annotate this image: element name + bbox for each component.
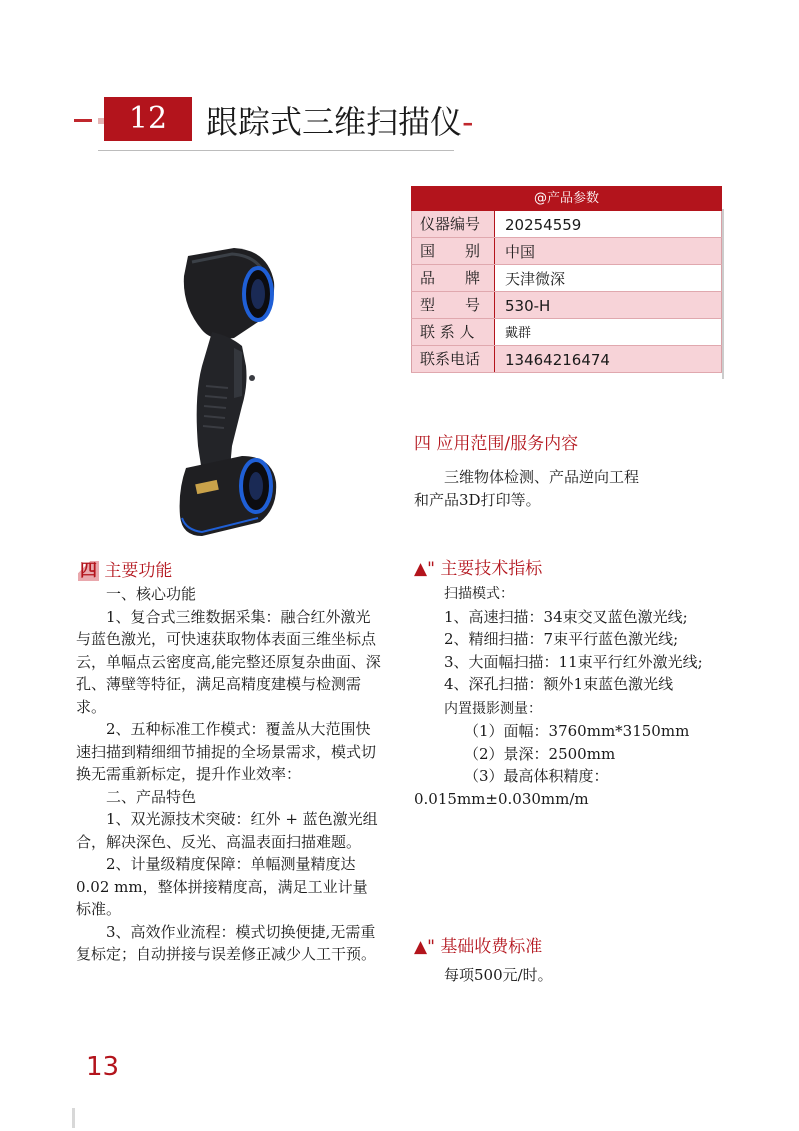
tech-specs-heading bbox=[414, 554, 542, 579]
fees-line: 每项500元/时。 bbox=[444, 966, 553, 984]
spec-value: 中国 bbox=[495, 238, 722, 264]
fees-text bbox=[414, 964, 716, 987]
spec-row-phone bbox=[411, 346, 722, 373]
scope-heading-text: 应用范围/服务内容 bbox=[436, 434, 579, 454]
functions-mark: 四 bbox=[80, 561, 97, 581]
functions-paragraph: 二、产品特色 bbox=[106, 787, 197, 806]
spec-label: 联 系 人 bbox=[411, 319, 495, 345]
spec-table-heading: @产品参数 bbox=[411, 186, 722, 211]
spec-label: 联系电话 bbox=[411, 346, 495, 372]
functions-paragraph: 2、五种标准工作模式：覆盖从大范围快速扫描到精细细节捕捉的全场景需求，模式切换无需重新标定，提升作业效率： bbox=[76, 720, 377, 783]
fees-mark: ▲" bbox=[414, 937, 435, 957]
functions-text bbox=[76, 583, 382, 966]
functions-paragraph: 2、计量级精度保障：单幅测量精度达 0.02 mm，整体拼接精度高，满足工业计量标准。 bbox=[76, 855, 368, 918]
functions-paragraph: 一、核心功能 bbox=[106, 585, 197, 603]
photogrammetry-label: 内置摄影测量： bbox=[444, 700, 542, 717]
scope-mark: 四 bbox=[414, 434, 431, 454]
spec-row-brand bbox=[411, 265, 722, 292]
table-shadow bbox=[722, 209, 724, 379]
scan-modes-label: 扫描模式： bbox=[444, 586, 514, 602]
scope-line: 三维物体检测、产品逆向工程 bbox=[444, 468, 640, 486]
fees-heading-text: 基础收费标准 bbox=[440, 937, 543, 957]
page-title-text: 跟踪式三维扫描仪 bbox=[206, 103, 463, 141]
functions-paragraph: 1、双光源技术突破：红外 + 蓝色激光组合，解决深色、反光、高温表面扫描难题。 bbox=[76, 810, 378, 851]
spec-value: 天津微深 bbox=[495, 265, 722, 291]
spec-label: 仪器编号 bbox=[411, 211, 495, 237]
spec-value: 530-H bbox=[495, 292, 722, 318]
section-number: 12 bbox=[104, 97, 192, 141]
scan-mode: 1、高速扫描：34束交叉蓝色激光线; bbox=[444, 607, 688, 626]
page-number: 13 bbox=[86, 1052, 120, 1082]
scanner-product-image bbox=[172, 246, 282, 542]
spec-row-model bbox=[411, 292, 722, 319]
scan-mode: 4、深孔扫描：额外1束蓝色激光线 bbox=[444, 675, 674, 693]
tech-specs-text bbox=[414, 583, 716, 810]
tech-specs-heading-text: 主要技术指标 bbox=[440, 559, 543, 579]
photogrammetry-item: （2）景深：2500mm bbox=[464, 744, 616, 763]
spec-row-country bbox=[411, 238, 722, 265]
functions-paragraph: 3、高效作业流程：模式切换便捷,无需重复标定；自动拼接与误差修正减少人工干预。 bbox=[76, 922, 377, 963]
scope-line: 和产品3D打印等。 bbox=[414, 490, 541, 509]
spec-value: 20254559 bbox=[495, 211, 722, 237]
page-title bbox=[206, 100, 474, 144]
spec-row-id bbox=[411, 211, 722, 238]
photogrammetry-item: （1）面幅：3760mm*3150mm bbox=[464, 722, 690, 740]
page-title-tail: - bbox=[462, 103, 474, 141]
header-dash bbox=[74, 119, 92, 122]
edge-mark bbox=[72, 1108, 75, 1128]
scope-heading bbox=[414, 429, 578, 454]
spec-label: 国 别 bbox=[411, 238, 495, 264]
scan-mode: 2、精细扫描：7束平行蓝色激光线; bbox=[444, 630, 679, 648]
header-rule bbox=[98, 150, 454, 151]
functions-paragraph: 1、复合式三维数据采集：融合红外激光与蓝色激光，可快速获取物体表面三维坐标点云，单幅点云密度高,能完整还原复杂曲面、深孔、薄壁等特征，满足高精度建模与检测需求。 bbox=[76, 607, 381, 716]
spec-label: 型 号 bbox=[411, 292, 495, 318]
fees-heading bbox=[414, 932, 542, 957]
spec-row-contact bbox=[411, 319, 722, 346]
scope-text bbox=[414, 466, 714, 511]
spec-table bbox=[411, 186, 722, 373]
functions-heading bbox=[78, 556, 172, 581]
functions-heading-text: 主要功能 bbox=[104, 561, 173, 581]
spec-value: 13464216474 bbox=[495, 346, 722, 372]
photogrammetry-item: （3）最高体积精度：0.015mm±0.030mm/m bbox=[414, 767, 609, 808]
spec-label: 品 牌 bbox=[411, 265, 495, 291]
tech-specs-mark: ▲" bbox=[414, 559, 435, 579]
scan-mode: 3、大面幅扫描：11束平行红外激光线; bbox=[444, 652, 703, 671]
spec-value: 戴群 bbox=[495, 319, 722, 345]
